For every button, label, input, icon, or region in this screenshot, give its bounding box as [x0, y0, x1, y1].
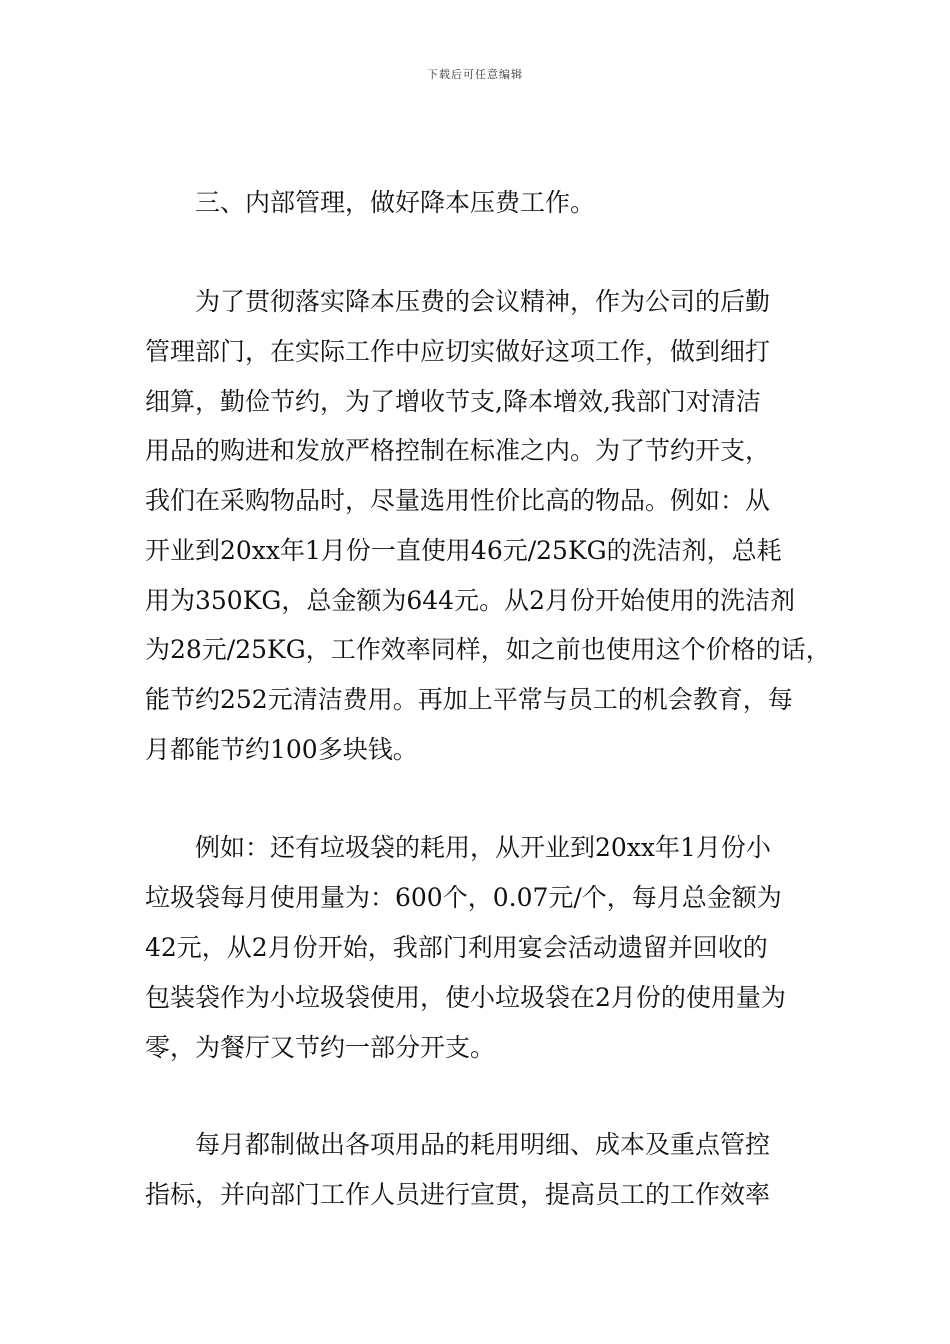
paragraph-1-line: 为了贯彻落实降本压费的会议精神，作为公司的后勤 — [195, 287, 771, 316]
paragraph-1-line: 月都能节约100多块钱。 — [145, 735, 418, 764]
paragraph-3-line: 指标，并向部门工作人员进行宣贯，提高员工的工作效率 — [145, 1180, 771, 1209]
page-header-note: 下载后可任意编辑 — [427, 68, 523, 81]
paragraph-2-line: 42元，从2月份开始，我部门利用宴会活动遗留并回收的 — [145, 933, 768, 962]
paragraph-1-line: 我们在采购物品时，尽量选用性价比高的物品。例如：从 — [145, 486, 771, 515]
paragraph-3-line: 每月都制做出各项用品的耗用明细、成本及重点管控 — [195, 1130, 771, 1159]
paragraph-1-line: 用为350KG，总金额为644元。从2月份开始使用的洗洁剂 — [145, 586, 795, 615]
paragraph-2-line: 例如：还有垃圾袋的耗用，从开业到20xx年1月份小 — [195, 833, 771, 862]
paragraph-1-line: 能节约252元清洁费用。再加上平常与员工的机会教育，每 — [145, 685, 793, 714]
paragraph-1-line: 开业到20xx年1月份一直使用46元/25KG的洗洁剂，总耗 — [145, 536, 782, 565]
paragraph-2-line: 包装袋作为小垃圾袋使用，使小垃圾袋在2月份的使用量为 — [145, 983, 786, 1012]
paragraph-1-line: 细算，勤俭节约，为了增收节支,降本增效,我部门对清洁 — [145, 387, 761, 416]
paragraph-1-line: 用品的购进和发放严格控制在标准之内。为了节约开支， — [145, 436, 771, 465]
paragraph-2-line: 垃圾袋每月使用量为：600个，0.07元/个，每月总金额为 — [145, 883, 782, 912]
paragraph-2-line: 零，为餐厅又节约一部分开支。 — [145, 1033, 496, 1062]
section-heading: 三、内部管理，做好降本压费工作。 — [195, 188, 596, 217]
paragraph-1-line: 为28元/25KG，工作效率同样，如之前也使用这个价格的话， — [145, 635, 831, 664]
paragraph-1-line: 管理部门，在实际工作中应切实做好这项工作，做到细打 — [145, 337, 771, 366]
